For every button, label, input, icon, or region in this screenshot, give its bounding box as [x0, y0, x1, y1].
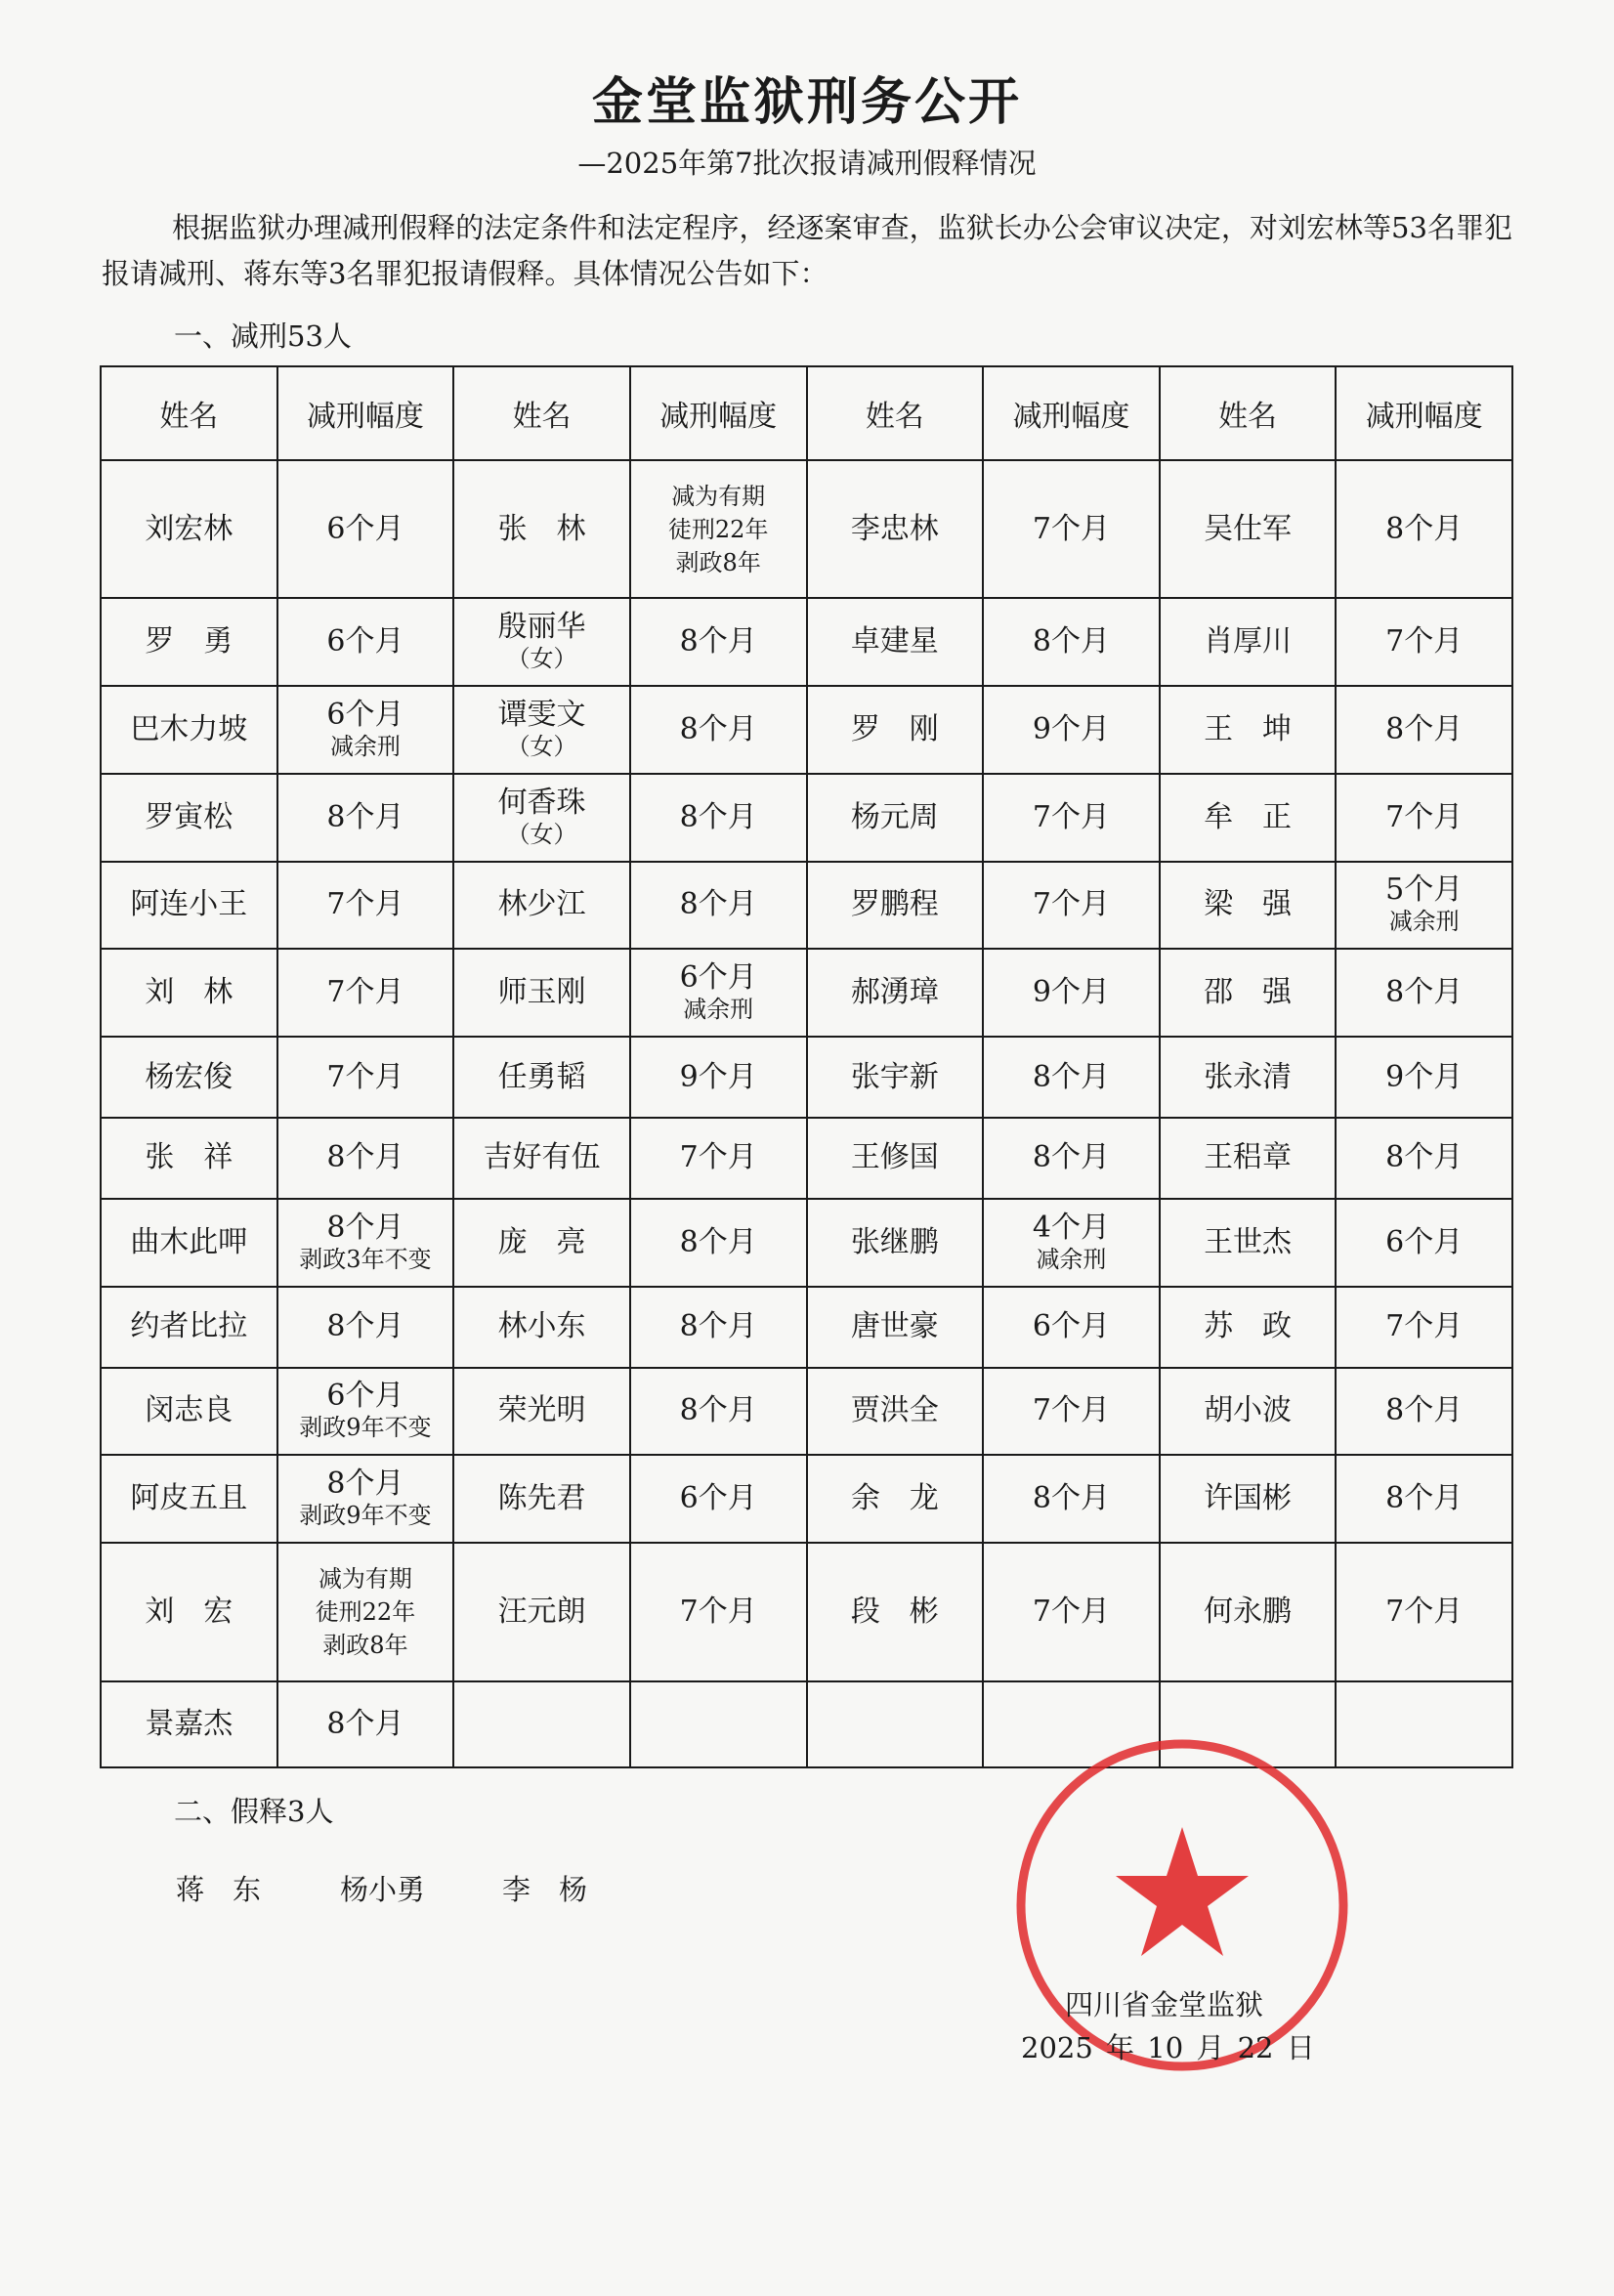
- cell-text: 8个月: [1385, 511, 1464, 546]
- name-cell: [1160, 1368, 1337, 1456]
- reduction-cell: [277, 862, 454, 950]
- cell-text: 罗寅松: [145, 799, 234, 834]
- reduction-cell: [277, 774, 454, 862]
- column-header: 姓名: [1160, 366, 1337, 460]
- reduction-cell: [1336, 949, 1512, 1037]
- name-cell: [101, 949, 277, 1037]
- reduction-cell: [1336, 686, 1512, 774]
- reduction-cell: [1336, 1368, 1512, 1456]
- cell-text: 任勇韬: [497, 1059, 586, 1094]
- name-cell: [807, 460, 984, 598]
- reduction-cell: [277, 949, 454, 1037]
- name-cell: [1160, 460, 1337, 598]
- name-cell: [453, 1681, 630, 1768]
- reduction-cell: [630, 862, 807, 950]
- cell-text: 胡小波: [1204, 1393, 1293, 1428]
- name-cell: [101, 1543, 277, 1680]
- cell-text: 王 坤: [1204, 712, 1293, 746]
- name-cell: [101, 686, 277, 774]
- name-cell: [1160, 774, 1337, 862]
- reduction-cell: [1336, 1543, 1512, 1680]
- cell-text: 张 林: [497, 511, 586, 546]
- reduction-cell: [630, 1118, 807, 1199]
- name-cell: [807, 1287, 984, 1368]
- reduction-cell: [1336, 1287, 1512, 1368]
- cell-text: 8个月: [1385, 1140, 1464, 1175]
- name-cell: [1160, 1037, 1337, 1118]
- cell-text: 6个月: [326, 698, 404, 732]
- reduction-cell: [983, 1455, 1160, 1543]
- name-cell: [807, 774, 984, 862]
- issue-date: 2025 年 10 月 22 日: [1021, 2031, 1315, 2064]
- cell-text: 张继鹏: [850, 1224, 939, 1259]
- reduction-cell: [1336, 1455, 1512, 1543]
- name-cell: [1160, 686, 1337, 774]
- cell-text: 刘宏林: [145, 511, 234, 546]
- name-cell: [101, 1368, 277, 1456]
- name-cell: [101, 598, 277, 686]
- cell-text: 陈先君: [497, 1481, 586, 1516]
- reduction-cell: [983, 1118, 1160, 1199]
- cell-text: 8个月: [1032, 624, 1110, 659]
- cell-text: 王稆章: [1204, 1140, 1293, 1175]
- name-cell: [101, 460, 277, 598]
- cell-text: 段 彬: [850, 1594, 939, 1629]
- cell-text: 减余刑: [1036, 1245, 1107, 1273]
- cell-text: 8个月: [679, 624, 757, 659]
- cell-text: 7个月: [1032, 1393, 1110, 1428]
- reduction-cell: [1336, 862, 1512, 950]
- name-cell: [453, 1368, 630, 1456]
- cell-text: 许国彬: [1204, 1481, 1293, 1516]
- cell-text: 阿皮五且: [130, 1481, 248, 1516]
- reduction-cell: [630, 1368, 807, 1456]
- cell-text: 张永清: [1204, 1059, 1293, 1094]
- table-row: [101, 1199, 1512, 1287]
- seal-star-icon: [1116, 1827, 1249, 1956]
- section-heading-commutation: 一、减刑53人: [174, 319, 352, 353]
- reduction-cell: [277, 686, 454, 774]
- cell-text: 曲木此呷: [130, 1224, 248, 1259]
- cell-text: 9个月: [1032, 712, 1110, 746]
- cell-text: 徒刑22年: [315, 1597, 416, 1626]
- name-cell: [453, 1118, 630, 1199]
- cell-text: 7个月: [326, 1059, 404, 1094]
- cell-text: 邵 强: [1204, 975, 1293, 1010]
- cell-text: 徒刑22年: [667, 515, 769, 543]
- reduction-cell: [277, 1118, 454, 1199]
- cell-text: 减为有期: [671, 482, 766, 510]
- cell-text: （女）: [506, 820, 577, 848]
- name-cell: [101, 1455, 277, 1543]
- reduction-cell: [630, 774, 807, 862]
- document-title: 金堂监狱刑务公开: [591, 72, 1022, 132]
- cell-text: 吴仕军: [1204, 511, 1293, 546]
- parole-name: 杨小勇: [340, 1873, 426, 1906]
- name-cell: [453, 686, 630, 774]
- cell-text: 7个月: [1385, 799, 1464, 834]
- cell-text: 8个月: [679, 1309, 757, 1344]
- cell-text: 林少江: [497, 887, 586, 922]
- name-cell: [1160, 1287, 1337, 1368]
- reduction-cell: [1336, 598, 1512, 686]
- cell-text: 8个月: [326, 1140, 404, 1175]
- cell-text: 8个月: [1385, 975, 1464, 1010]
- cell-text: 6个月: [326, 624, 404, 659]
- cell-text: 7个月: [679, 1594, 757, 1629]
- cell-text: 牟 正: [1204, 799, 1293, 834]
- name-cell: [453, 1037, 630, 1118]
- cell-text: 吉好有伍: [483, 1140, 601, 1175]
- cell-text: 师玉刚: [497, 975, 586, 1010]
- cell-text: 王世杰: [1204, 1224, 1293, 1259]
- reduction-cell: [1336, 1118, 1512, 1199]
- reduction-cell: [1336, 1199, 1512, 1287]
- cell-text: 6个月: [679, 960, 757, 996]
- cell-text: 殷丽华: [497, 610, 586, 645]
- name-cell: [1160, 1543, 1337, 1680]
- cell-text: 6个月: [679, 1481, 757, 1516]
- name-cell: [453, 460, 630, 598]
- column-header: 减刑幅度: [630, 366, 807, 460]
- cell-text: 剥政3年不变: [299, 1245, 432, 1273]
- column-header: 减刑幅度: [277, 366, 454, 460]
- cell-text: 剥政9年不变: [299, 1414, 432, 1442]
- name-cell: [101, 774, 277, 862]
- cell-text: 苏 政: [1204, 1309, 1293, 1344]
- cell-text: 6个月: [326, 1379, 404, 1414]
- cell-text: 刘 林: [145, 975, 234, 1010]
- cell-text: 8个月: [1385, 712, 1464, 746]
- column-header: 姓名: [101, 366, 277, 460]
- name-cell: [807, 1543, 984, 1680]
- cell-text: 约者比拉: [130, 1309, 248, 1344]
- cell-text: 剥政8年: [322, 1631, 408, 1659]
- cell-text: 8个月: [1032, 1481, 1110, 1516]
- cell-text: 闵志良: [145, 1393, 234, 1428]
- name-cell: [453, 598, 630, 686]
- column-header: 姓名: [453, 366, 630, 460]
- table-row: [101, 686, 1512, 774]
- name-cell: [101, 1681, 277, 1768]
- cell-text: （女）: [506, 645, 577, 673]
- cell-text: 4个月: [1032, 1210, 1110, 1245]
- name-cell: [1160, 1455, 1337, 1543]
- table-row: [101, 460, 1512, 598]
- parole-name: 蒋 东: [176, 1873, 262, 1906]
- name-cell: [453, 949, 630, 1037]
- issuer-name: 四川省金堂监狱: [1065, 1988, 1264, 2021]
- reduction-cell: [277, 1287, 454, 1368]
- table-row: [101, 1118, 1512, 1199]
- name-cell: [807, 949, 984, 1037]
- name-cell: [453, 1543, 630, 1680]
- cell-text: 8个月: [1032, 1140, 1110, 1175]
- reduction-cell: [277, 1037, 454, 1118]
- name-cell: [807, 1455, 984, 1543]
- cell-text: 减余刑: [1388, 908, 1460, 936]
- name-cell: [101, 1118, 277, 1199]
- reduction-cell: [983, 774, 1160, 862]
- cell-text: 7个月: [1032, 511, 1110, 546]
- cell-text: 罗 刚: [850, 712, 939, 746]
- cell-text: 7个月: [1385, 1594, 1464, 1629]
- cell-text: 梁 强: [1204, 887, 1293, 922]
- name-cell: [1160, 1199, 1337, 1287]
- cell-text: 9个月: [1032, 975, 1110, 1010]
- cell-text: 8个月: [1385, 1481, 1464, 1516]
- parole-name: 李 杨: [502, 1873, 588, 1906]
- cell-text: 荣光明: [497, 1393, 586, 1428]
- table-header-row: [101, 366, 1512, 460]
- name-cell: [453, 1455, 630, 1543]
- cell-text: 王修国: [850, 1140, 939, 1175]
- name-cell: [101, 1037, 277, 1118]
- reduction-cell: [1336, 1681, 1512, 1768]
- cell-text: 郝湧璋: [850, 975, 939, 1010]
- cell-text: 8个月: [326, 1210, 404, 1245]
- reduction-cell: [277, 1455, 454, 1543]
- reduction-cell: [983, 1543, 1160, 1680]
- cell-text: 8个月: [326, 799, 404, 834]
- reduction-cell: [630, 1543, 807, 1680]
- cell-text: 贾洪全: [850, 1393, 939, 1428]
- reduction-cell: [983, 460, 1160, 598]
- cell-text: 何永鹏: [1204, 1594, 1293, 1629]
- name-cell: [807, 862, 984, 950]
- table-row: [101, 1543, 1512, 1680]
- reduction-cell: [630, 1199, 807, 1287]
- column-header: 减刑幅度: [983, 366, 1160, 460]
- reduction-cell: [630, 1037, 807, 1118]
- cell-text: （女）: [506, 733, 577, 760]
- intro-paragraph: 根据监狱办理减刑假释的法定条件和法定程序，经逐案审查，监狱长办公会审议决定，对刘宏林等53名罪犯报请减刑、蒋东等3名罪犯报请假释。具体情况公告如下：: [102, 211, 1512, 290]
- cell-text: 庞 亮: [497, 1224, 586, 1259]
- cell-text: 8个月: [326, 1467, 404, 1502]
- cell-text: 6个月: [1385, 1224, 1464, 1259]
- name-cell: [453, 862, 630, 950]
- cell-text: 减余刑: [329, 733, 401, 760]
- table-row: [101, 1455, 1512, 1543]
- table-row: [101, 598, 1512, 686]
- table-row: [101, 1037, 1512, 1118]
- cell-text: 李忠林: [850, 511, 939, 546]
- name-cell: [453, 774, 630, 862]
- cell-text: 剥政8年: [675, 548, 761, 576]
- table-row: [101, 949, 1512, 1037]
- cell-text: 7个月: [326, 975, 404, 1010]
- name-cell: [807, 1199, 984, 1287]
- table-row: [101, 1368, 1512, 1456]
- name-cell: [101, 1199, 277, 1287]
- reduction-cell: [630, 460, 807, 598]
- reduction-cell: [983, 1037, 1160, 1118]
- name-cell: [1160, 1118, 1337, 1199]
- reduction-cell: [630, 1455, 807, 1543]
- reduction-cell: [277, 1543, 454, 1680]
- reduction-cell: [630, 598, 807, 686]
- cell-text: 何香珠: [497, 785, 586, 820]
- table-row: [101, 862, 1512, 950]
- cell-text: 7个月: [1032, 887, 1110, 922]
- reduction-cell: [277, 1199, 454, 1287]
- name-cell: [1160, 862, 1337, 950]
- cell-text: 5个月: [1385, 872, 1464, 908]
- cell-text: 减余刑: [683, 996, 754, 1024]
- cell-text: 唐世豪: [850, 1309, 939, 1344]
- reduction-cell: [983, 1368, 1160, 1456]
- cell-text: 巴木力坡: [130, 712, 248, 746]
- reduction-cell: [630, 949, 807, 1037]
- cell-text: 9个月: [679, 1059, 757, 1094]
- cell-text: 8个月: [679, 887, 757, 922]
- reduction-cell: [277, 598, 454, 686]
- reduction-cell: [277, 460, 454, 598]
- cell-text: 7个月: [1385, 624, 1464, 659]
- reduction-cell: [983, 686, 1160, 774]
- reduction-cell: [1336, 460, 1512, 598]
- cell-text: 张 祥: [145, 1140, 234, 1175]
- cell-text: 景嘉杰: [145, 1706, 234, 1741]
- name-cell: [807, 1118, 984, 1199]
- cell-text: 肖厚川: [1204, 624, 1293, 659]
- cell-text: 7个月: [326, 887, 404, 922]
- name-cell: [453, 1199, 630, 1287]
- name-cell: [101, 1287, 277, 1368]
- reduction-cell: [983, 949, 1160, 1037]
- section-heading-parole: 二、假释3人: [174, 1795, 334, 1828]
- cell-text: 8个月: [326, 1706, 404, 1741]
- reduction-cell: [277, 1368, 454, 1456]
- cell-text: 8个月: [1385, 1393, 1464, 1428]
- name-cell: [807, 1368, 984, 1456]
- cell-text: 6个月: [1032, 1309, 1110, 1344]
- reduction-cell: [983, 598, 1160, 686]
- cell-text: 8个月: [1032, 1059, 1110, 1094]
- reduction-cell: [630, 1287, 807, 1368]
- commutation-table: [100, 365, 1513, 1768]
- cell-text: 谭雯文: [497, 698, 586, 732]
- cell-text: 减为有期: [318, 1564, 412, 1593]
- cell-text: 8个月: [679, 799, 757, 834]
- cell-text: 7个月: [679, 1140, 757, 1175]
- reduction-cell: [1336, 1037, 1512, 1118]
- cell-text: 8个月: [679, 712, 757, 746]
- cell-text: 林小东: [497, 1309, 586, 1344]
- table-row: [101, 1287, 1512, 1368]
- name-cell: [807, 1681, 984, 1768]
- cell-text: 罗鹏程: [850, 887, 939, 922]
- cell-text: 9个月: [1385, 1059, 1464, 1094]
- cell-text: 7个月: [1385, 1309, 1464, 1344]
- cell-text: 7个月: [1032, 799, 1110, 834]
- name-cell: [807, 1037, 984, 1118]
- column-header: 姓名: [807, 366, 984, 460]
- name-cell: [807, 686, 984, 774]
- reduction-cell: [277, 1681, 454, 1768]
- cell-text: 余 龙: [850, 1481, 939, 1516]
- document-subtitle: —2025年第7批次报请减刑假释情况: [577, 147, 1037, 180]
- column-header: 减刑幅度: [1336, 366, 1512, 460]
- cell-text: 杨元周: [850, 799, 939, 834]
- cell-text: 剥政9年不变: [299, 1502, 432, 1530]
- cell-text: 6个月: [326, 511, 404, 546]
- cell-text: 刘 宏: [145, 1594, 234, 1629]
- cell-text: 张宇新: [850, 1059, 939, 1094]
- name-cell: [807, 598, 984, 686]
- name-cell: [101, 862, 277, 950]
- reduction-cell: [630, 686, 807, 774]
- reduction-cell: [630, 1681, 807, 1768]
- cell-text: 8个月: [679, 1224, 757, 1259]
- cell-text: 7个月: [1032, 1594, 1110, 1629]
- cell-text: 汪元朗: [497, 1594, 586, 1629]
- cell-text: 杨宏俊: [145, 1059, 234, 1094]
- name-cell: [1160, 949, 1337, 1037]
- table-row: [101, 774, 1512, 862]
- cell-text: 8个月: [679, 1393, 757, 1428]
- cell-text: 阿连小王: [130, 887, 248, 922]
- name-cell: [1160, 598, 1337, 686]
- reduction-cell: [983, 862, 1160, 950]
- cell-text: 卓建星: [850, 624, 939, 659]
- name-cell: [453, 1287, 630, 1368]
- reduction-cell: [983, 1287, 1160, 1368]
- cell-text: 罗 勇: [145, 624, 234, 659]
- cell-text: 8个月: [326, 1309, 404, 1344]
- reduction-cell: [983, 1199, 1160, 1287]
- reduction-cell: [1336, 774, 1512, 862]
